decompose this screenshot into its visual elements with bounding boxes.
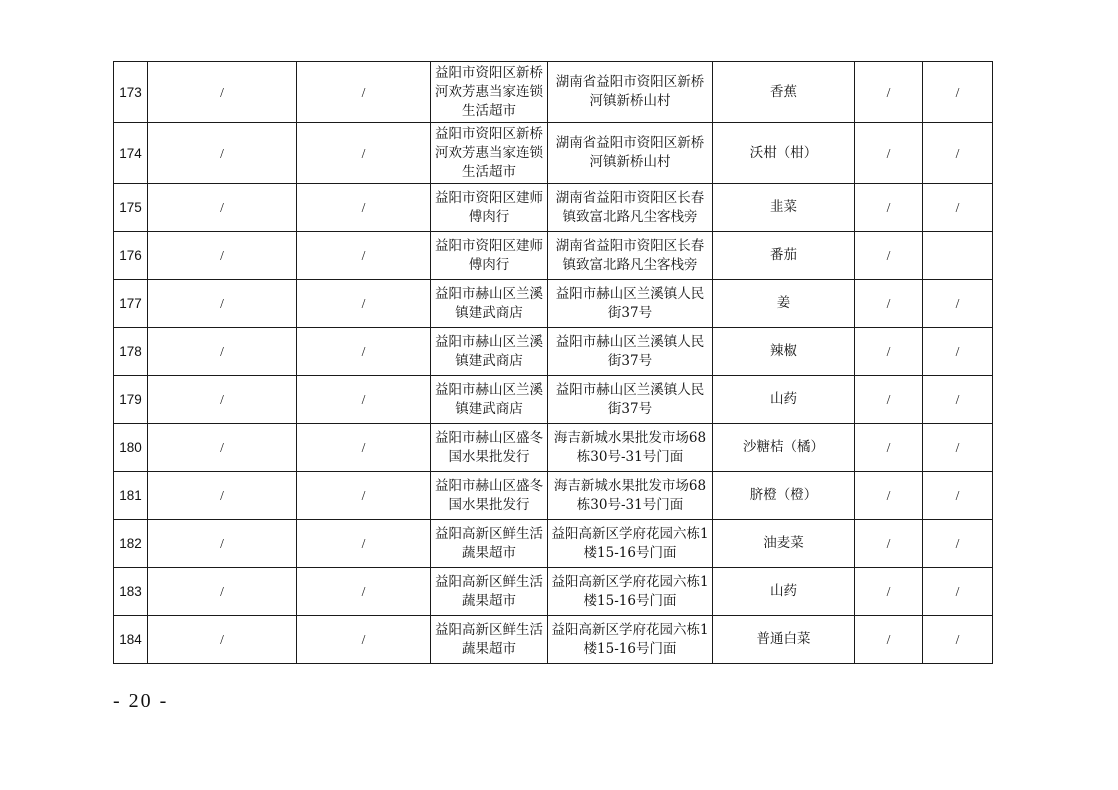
blank-cell: / xyxy=(923,62,993,123)
unit-address-cell: 湖南省益阳市资阳区长春镇致富北路凡尘客栈旁 xyxy=(548,232,713,280)
blank-cell: / xyxy=(923,280,993,328)
product-name-cell: 山药 xyxy=(713,376,855,424)
row-number-cell: 176 xyxy=(114,232,148,280)
blank-cell: / xyxy=(297,62,431,123)
product-name-cell: 韭菜 xyxy=(713,184,855,232)
blank-cell: / xyxy=(148,376,297,424)
blank-cell: / xyxy=(923,184,993,232)
blank-cell: / xyxy=(855,184,923,232)
row-number-cell: 183 xyxy=(114,568,148,616)
unit-address-cell: 益阳市赫山区兰溪镇人民街37号 xyxy=(548,376,713,424)
blank-cell: / xyxy=(148,616,297,664)
table-body xyxy=(114,62,993,664)
table-row xyxy=(114,280,993,328)
blank-cell: / xyxy=(855,520,923,568)
product-name-cell: 辣椒 xyxy=(713,328,855,376)
sampled-unit-cell: 益阳市赫山区兰溪镇建武商店 xyxy=(431,328,548,376)
blank-cell: / xyxy=(923,328,993,376)
row-number-cell: 182 xyxy=(114,520,148,568)
blank-cell: / xyxy=(148,123,297,184)
table-row xyxy=(114,62,993,123)
blank-cell: / xyxy=(923,520,993,568)
blank-cell: / xyxy=(297,424,431,472)
blank-cell: / xyxy=(297,328,431,376)
blank-cell: / xyxy=(855,62,923,123)
blank-cell: / xyxy=(297,568,431,616)
blank-cell: / xyxy=(855,568,923,616)
row-number-cell: 179 xyxy=(114,376,148,424)
unit-address-cell: 益阳高新区学府花园六栋1楼15-16号门面 xyxy=(548,616,713,664)
unit-address-cell: 湖南省益阳市资阳区新桥河镇新桥山村 xyxy=(548,62,713,123)
blank-cell: / xyxy=(297,123,431,184)
table-row xyxy=(114,376,993,424)
unit-address-cell: 海吉新城水果批发市场68栋30号-31号门面 xyxy=(548,424,713,472)
sampled-unit-cell: 益阳市赫山区兰溪镇建武商店 xyxy=(431,376,548,424)
unit-address-cell: 益阳市赫山区兰溪镇人民街37号 xyxy=(548,280,713,328)
row-number-cell: 174 xyxy=(114,123,148,184)
product-name-cell: 沙糖桔（橘） xyxy=(713,424,855,472)
unit-address-cell: 湖南省益阳市资阳区长春镇致富北路凡尘客栈旁 xyxy=(548,184,713,232)
blank-cell: / xyxy=(855,123,923,184)
table-row xyxy=(114,424,993,472)
product-name-cell: 脐橙（橙） xyxy=(713,472,855,520)
blank-cell: / xyxy=(923,424,993,472)
sampled-unit-cell: 益阳市资阳区新桥河欢芳惠当家连锁生活超市 xyxy=(431,62,548,123)
sampled-unit-cell: 益阳市资阳区建师傅肉行 xyxy=(431,184,548,232)
sampled-unit-cell: 益阳高新区鲜生活蔬果超市 xyxy=(431,520,548,568)
blank-cell xyxy=(923,232,993,280)
blank-cell: / xyxy=(148,328,297,376)
blank-cell: / xyxy=(855,280,923,328)
unit-address-cell: 益阳高新区学府花园六栋1楼15-16号门面 xyxy=(548,568,713,616)
product-name-cell: 番茄 xyxy=(713,232,855,280)
product-name-cell: 普通白菜 xyxy=(713,616,855,664)
blank-cell: / xyxy=(855,376,923,424)
table-row xyxy=(114,328,993,376)
blank-cell: / xyxy=(855,424,923,472)
product-name-cell: 香蕉 xyxy=(713,62,855,123)
row-number-cell: 184 xyxy=(114,616,148,664)
table-row xyxy=(114,472,993,520)
sampled-unit-cell: 益阳市资阳区建师傅肉行 xyxy=(431,232,548,280)
blank-cell: / xyxy=(148,280,297,328)
blank-cell: / xyxy=(923,616,993,664)
sampling-results-table xyxy=(113,61,993,664)
blank-cell: / xyxy=(297,232,431,280)
sampled-unit-cell: 益阳市赫山区兰溪镇建武商店 xyxy=(431,280,548,328)
sampled-unit-cell: 益阳高新区鲜生活蔬果超市 xyxy=(431,568,548,616)
table-row xyxy=(114,568,993,616)
row-number-cell: 178 xyxy=(114,328,148,376)
row-number-cell: 181 xyxy=(114,472,148,520)
blank-cell: / xyxy=(148,520,297,568)
blank-cell: / xyxy=(148,62,297,123)
blank-cell: / xyxy=(297,616,431,664)
blank-cell: / xyxy=(855,328,923,376)
table-row xyxy=(114,520,993,568)
table-row xyxy=(114,184,993,232)
table-row xyxy=(114,123,993,184)
sampled-unit-cell: 益阳市赫山区盛冬国水果批发行 xyxy=(431,424,548,472)
blank-cell: / xyxy=(855,232,923,280)
product-name-cell: 油麦菜 xyxy=(713,520,855,568)
blank-cell: / xyxy=(923,123,993,184)
product-name-cell: 山药 xyxy=(713,568,855,616)
blank-cell: / xyxy=(923,376,993,424)
blank-cell: / xyxy=(148,424,297,472)
sampled-unit-cell: 益阳市资阳区新桥河欢芳惠当家连锁生活超市 xyxy=(431,123,548,184)
product-name-cell: 姜 xyxy=(713,280,855,328)
blank-cell: / xyxy=(855,616,923,664)
row-number-cell: 175 xyxy=(114,184,148,232)
unit-address-cell: 益阳高新区学府花园六栋1楼15-16号门面 xyxy=(548,520,713,568)
unit-address-cell: 海吉新城水果批发市场68栋30号-31号门面 xyxy=(548,472,713,520)
blank-cell: / xyxy=(148,472,297,520)
blank-cell: / xyxy=(148,568,297,616)
sampled-unit-cell: 益阳市赫山区盛冬国水果批发行 xyxy=(431,472,548,520)
blank-cell: / xyxy=(148,232,297,280)
product-name-cell: 沃柑（柑） xyxy=(713,123,855,184)
table-row xyxy=(114,616,993,664)
blank-cell: / xyxy=(923,568,993,616)
row-number-cell: 177 xyxy=(114,280,148,328)
row-number-cell: 180 xyxy=(114,424,148,472)
blank-cell: / xyxy=(297,184,431,232)
page-number: - 20 - xyxy=(113,690,169,712)
unit-address-cell: 益阳市赫山区兰溪镇人民街37号 xyxy=(548,328,713,376)
blank-cell: / xyxy=(297,280,431,328)
blank-cell: / xyxy=(923,472,993,520)
sampled-unit-cell: 益阳高新区鲜生活蔬果超市 xyxy=(431,616,548,664)
row-number-cell: 173 xyxy=(114,62,148,123)
blank-cell: / xyxy=(297,376,431,424)
blank-cell: / xyxy=(297,472,431,520)
table-row xyxy=(114,232,993,280)
blank-cell: / xyxy=(855,472,923,520)
blank-cell: / xyxy=(297,520,431,568)
blank-cell: / xyxy=(148,184,297,232)
unit-address-cell: 湖南省益阳市资阳区新桥河镇新桥山村 xyxy=(548,123,713,184)
